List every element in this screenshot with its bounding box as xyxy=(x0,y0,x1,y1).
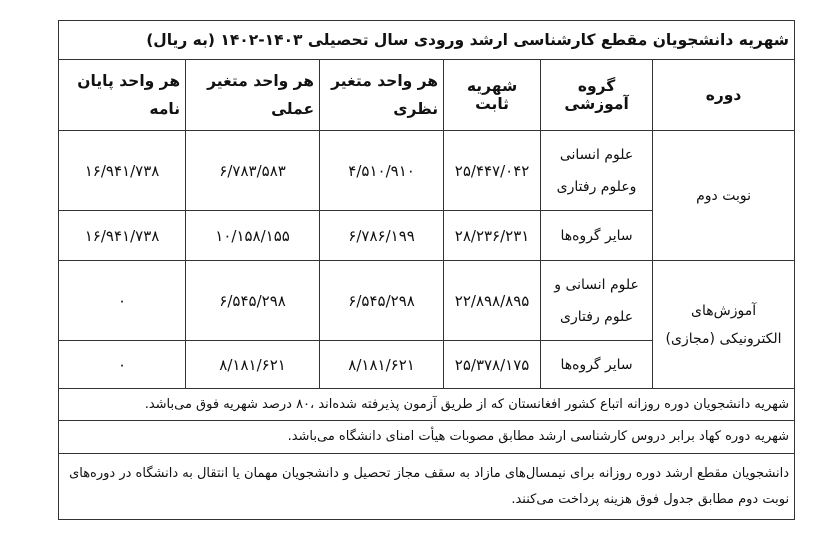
tuition-table-body xyxy=(59,21,795,520)
group-cell xyxy=(541,211,653,261)
fixed-fee-cell: ۲۸/۲۳۶/۲۳۱ xyxy=(444,211,541,261)
note-row xyxy=(59,389,795,421)
practical-unit-cell: ۶/۷۸۳/۵۸۳ xyxy=(186,131,320,211)
note-text: شهریه دانشجویان دوره روزانه اتباع کشور افغانستان که از طریق آزمون پذیرفته شده‌اند ،۸۰ درصد شهریه فوق می‌باشد. xyxy=(59,389,795,421)
practical-unit-cell: ۱۰/۱۵۸/۱۵۵ xyxy=(186,211,320,261)
practical-unit-cell: ۸/۱۸۱/۶۲۱ xyxy=(186,341,320,389)
period-cell xyxy=(653,131,795,261)
theory-unit-cell: ۶/۵۴۵/۲۹۸ xyxy=(320,261,444,341)
header-practical-unit: هر واحد متغیر عملی xyxy=(186,60,320,131)
group-cell xyxy=(541,261,653,341)
thesis-unit-cell: ۱۶/۹۴۱/۷۳۸ xyxy=(59,131,186,211)
group-cell xyxy=(541,341,653,389)
practical-unit-cell: ۶/۵۴۵/۲۹۸ xyxy=(186,261,320,341)
fixed-fee-cell: ۲۲/۸۹۸/۸۹۵ xyxy=(444,261,541,341)
period-cell xyxy=(653,261,795,389)
thesis-unit-cell: ۰ xyxy=(59,261,186,341)
tuition-table xyxy=(58,20,795,520)
period-label: آموزش‌های الکترونیکی (مجازی) xyxy=(665,302,782,347)
group-cell xyxy=(541,131,653,211)
theory-unit-cell: ۶/۷۸۶/۱۹۹ xyxy=(320,211,444,261)
note-row xyxy=(59,421,795,454)
group-label: علوم انسانی و علوم رفتاری xyxy=(554,276,639,325)
header-fixed-fee: شهریه ثابت xyxy=(444,60,541,131)
fixed-fee-cell: ۲۵/۴۴۷/۰۴۲ xyxy=(444,131,541,211)
header-theory-unit: هر واحد متغیر نظری xyxy=(320,60,444,131)
highlight-mark xyxy=(696,182,751,210)
theory-unit-cell: ۴/۵۱۰/۹۱۰ xyxy=(320,131,444,211)
header-group: گروه آموزشی xyxy=(541,60,653,131)
group-label: علوم انسانی وعلوم رفتاری xyxy=(556,146,637,195)
period-label: نوبت دوم xyxy=(696,187,751,204)
theory-unit-cell: ۸/۱۸۱/۶۲۱ xyxy=(320,341,444,389)
title-row xyxy=(59,21,795,60)
note-text: شهریه دوره کهاد برابر دروس کارشناسی ارشد مطابق مصوبات هیأت امنای دانشگاه می‌باشد. xyxy=(59,421,795,454)
header-period: دوره xyxy=(653,60,795,131)
group-label: سایر گروه‌ها xyxy=(560,356,633,373)
table-row xyxy=(59,131,795,211)
table-title: شهریه دانشجویان مقطع کارشناسی ارشد ورودی سال تحصیلی ۱۴۰۳-۱۴۰۲ (به ریال) xyxy=(59,21,795,60)
group-label: سایر گروه‌ها xyxy=(560,227,633,244)
thesis-unit-cell: ۱۶/۹۴۱/۷۳۸ xyxy=(59,211,186,261)
fixed-fee-cell: ۲۵/۳۷۸/۱۷۵ xyxy=(444,341,541,389)
header-thesis-unit: هر واحد پایان نامه xyxy=(59,60,186,131)
note-row xyxy=(59,454,795,520)
highlight-mark xyxy=(560,220,632,252)
header-row xyxy=(59,60,795,131)
note-text: دانشجویان مقطع ارشد دوره روزانه برای نیمسال‌های مازاد به سقف مجاز تحصیل و دانشجویان مهمان یا انتقال به دانشگاه در دوره‌های نوبت دوم مطابق جدول فوق هزینه پرداخت می‌کنند. xyxy=(59,454,795,520)
thesis-unit-cell: ۰ xyxy=(59,341,186,389)
table-row xyxy=(59,261,795,341)
